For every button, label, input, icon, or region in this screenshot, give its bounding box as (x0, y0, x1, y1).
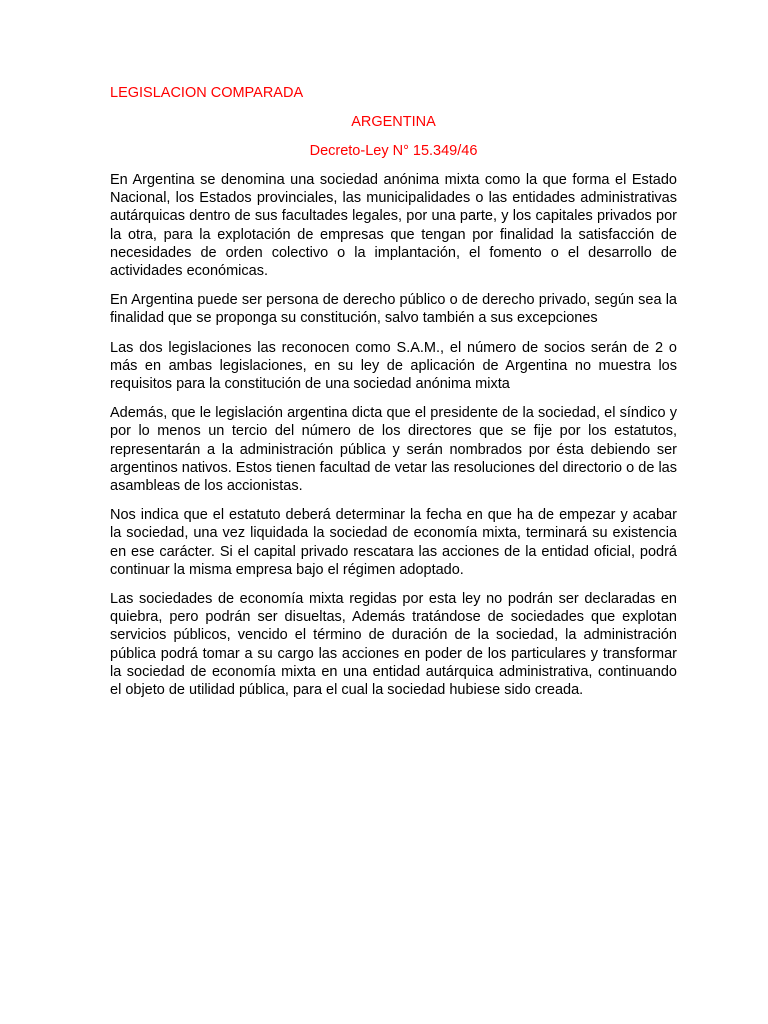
paragraph: Las dos legislaciones las reconocen como S.A.M., el número de socios serán de 2 o más en ambas legislaciones, en su ley de aplicación de Argentina no muestra los requisitos para la constitución de una sociedad anónima mixta (110, 339, 677, 393)
document-title: LEGISLACION COMPARADA (110, 85, 304, 101)
paragraph: Además, que le legislación argentina dicta que el presidente de la sociedad, el síndico y por lo menos un tercio del número de los directores que se fije por los estatutos, representarán a la administración pública y serán nombrados por ésta debiendo ser argentinos nativos. Estos tienen facultad de vetar las resoluciones del directorio o de las asambleas de los accionistas. (110, 405, 677, 495)
paragraph: En Argentina se denomina una sociedad anónima mixta como la que forma el Estado Nacional, los Estados provinciales, las municipalidades o las entidades administrativas autárquicas dentro de sus facultades legales, por una parte, y los capitales privados por la otra, para la explotación de empresas que tengan por finalidad la satisfacción de necesidades de orden colectivo o la implantación, el fomento o el desarrollo de actividades económicas. (110, 172, 677, 280)
paragraph: En Argentina puede ser persona de derecho público o de derecho privado, según sea la finalidad que se proponga su constitución, salvo también a sus excepciones (110, 292, 677, 327)
document-page (110, 84, 677, 710)
paragraph: Las sociedades de economía mixta regidas por esta ley no podrán ser declaradas en quiebra, pero podrán ser disueltas, Además tratándose de sociedades que explotan servicios públicos, vencido el término de duración de la sociedad, la administración pública podrá tomar a su cargo las acciones en poder de los particulares y transformar la sociedad de economía mixta en una entidad autárquica administrativa, continuando el objeto de utilidad pública, para el cual la sociedad hubiese sido creada. (110, 591, 677, 699)
decree-heading: Decreto-Ley N° 15.349/46 (309, 143, 478, 159)
country-heading: ARGENTINA (351, 114, 436, 130)
paragraph: Nos indica que el estatuto deberá determinar la fecha en que ha de empezar y acabar la sociedad, una vez liquidada la sociedad de economía mixta, terminará su existencia en ese carácter. Si el capital privado rescatara las acciones de la entidad oficial, podrá continuar la misma empresa bajo el régimen adoptado. (110, 507, 677, 578)
